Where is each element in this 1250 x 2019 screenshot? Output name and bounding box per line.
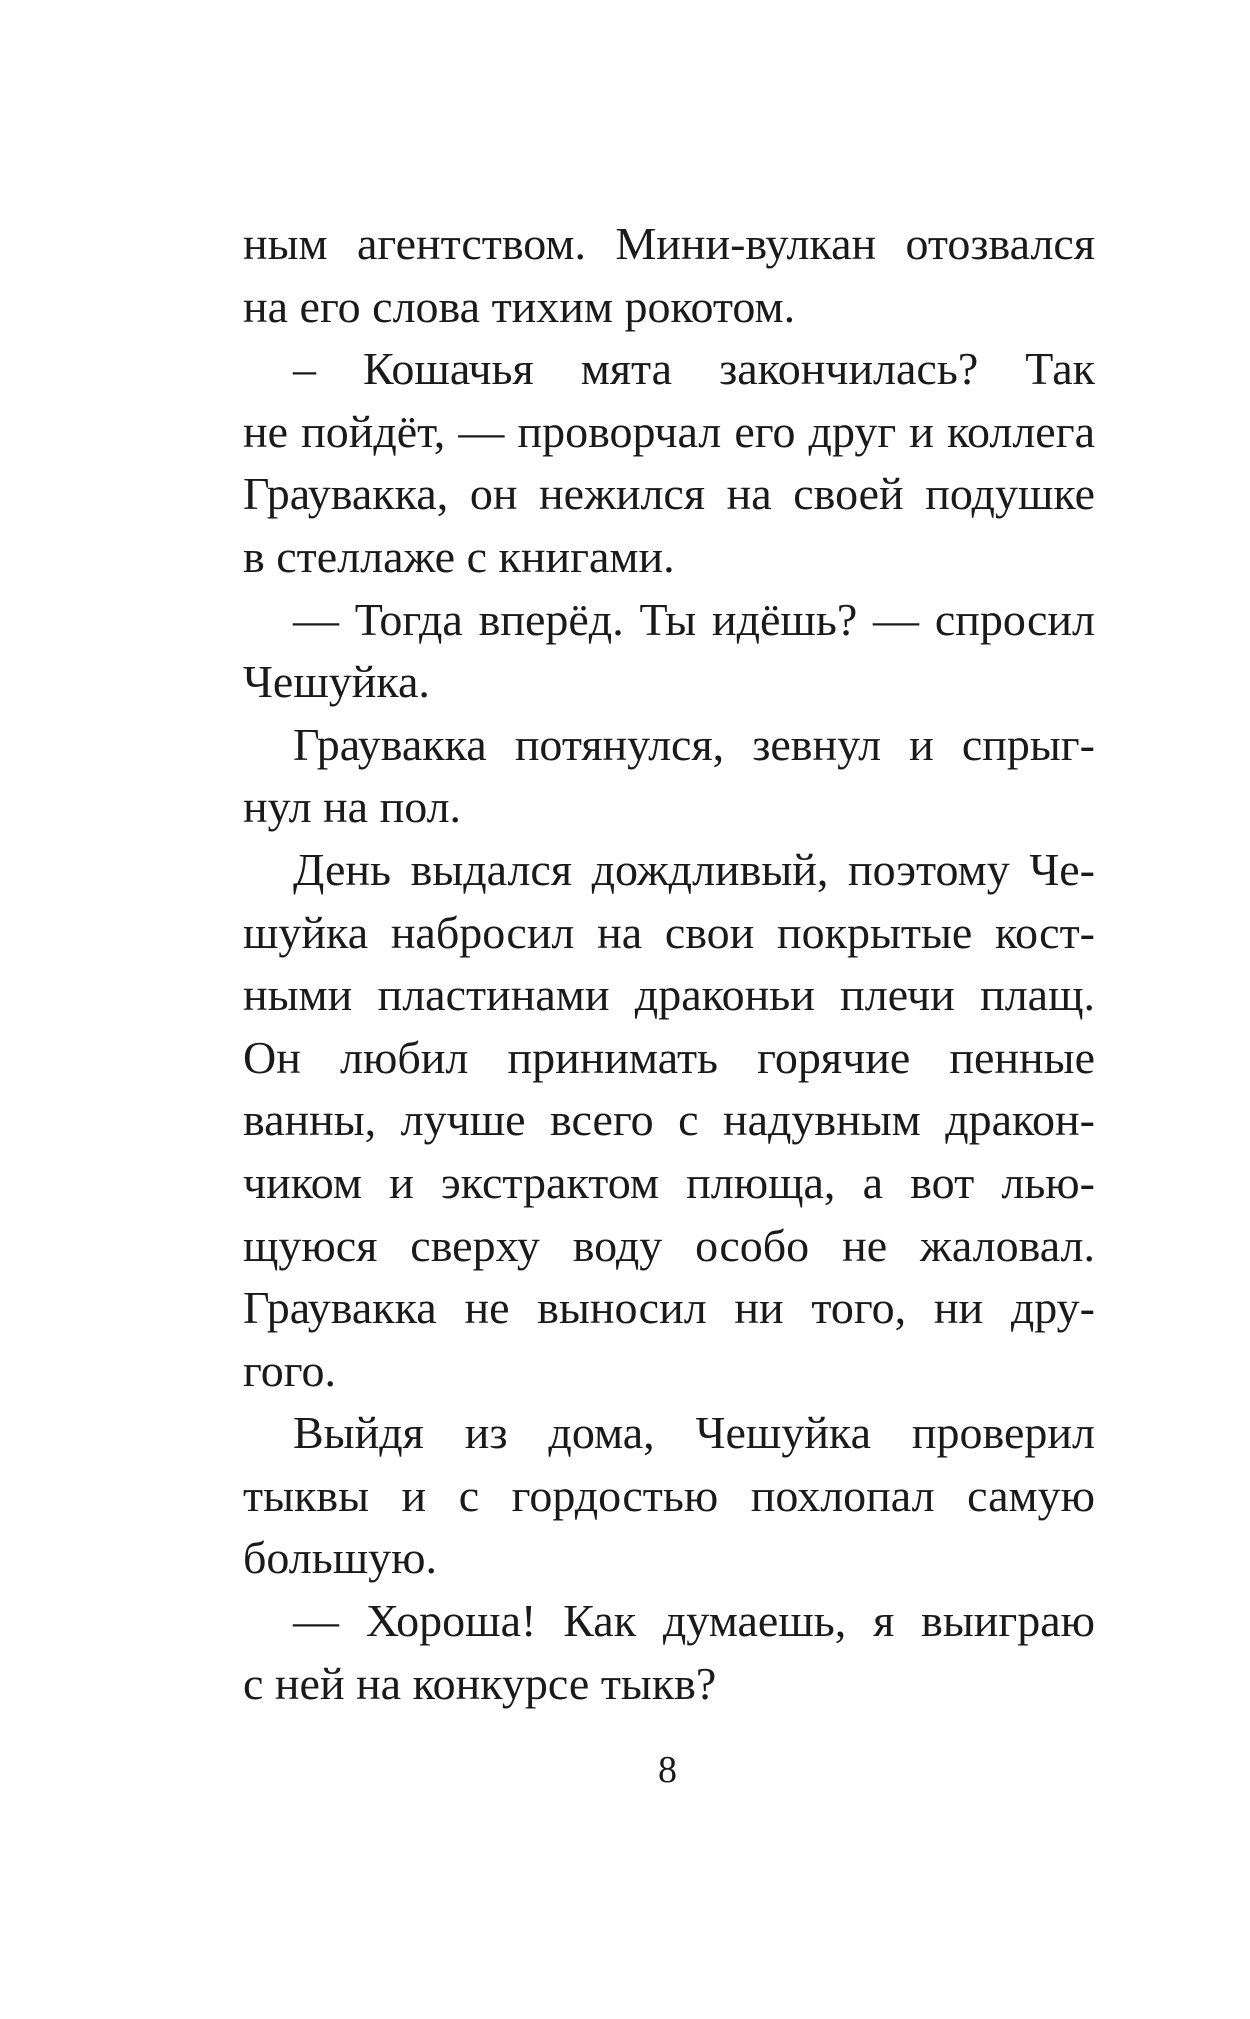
text-line: Чешуйка. [243,656,430,708]
text-line: Он любил принимать горячие пенные [243,1031,1095,1083]
text-line: в стеллаже с книгами. [243,530,675,582]
text-line: не пойдёт, — проворчал его друг и коллега [243,405,1095,457]
text-line: ными пластинами драконьи плечи плащ. [243,969,1095,1021]
text-line: Выйдя из дома, Чешуйка проверил [293,1407,1095,1459]
text-line: — Тогда вперёд. Ты идёшь? — спросил [293,593,1095,645]
text-line: на его слова тихим рокотом. [243,280,796,332]
body-text [243,213,1095,1715]
text-line: нул на пол. [243,781,462,833]
text-line: — Хороша! Как думаешь, я выиграю [293,1595,1095,1647]
page-number: 8 [658,1749,677,1791]
text-line: гого. [243,1344,336,1396]
text-line: Граувакка, он нежился на своей подушке [243,468,1095,520]
text-line: шуйка набросил на свои покрытые кост- [243,906,1095,958]
text-line: ванны, лучше всего с надувным дракон- [243,1094,1095,1146]
text-line: с ней на конкурсе тыкв? [243,1657,717,1709]
text-line: чиком и экстрактом плюща, а вот лью- [243,1156,1095,1208]
text-line: Граувакка не выносил ни того, ни дру- [243,1282,1095,1334]
text-line: щуюся сверху воду особо не жаловал. [243,1219,1095,1271]
text-line: День выдался дождливый, поэтому Че- [293,843,1095,895]
text-line: Граувакка потянулся, зевнул и спрыг- [293,718,1095,770]
text-line: ным агентством. Мини-вулкан отозвался [243,218,1095,269]
text-line: большую. [243,1532,438,1584]
text-line: тыквы и с гордостью похлопал самую [243,1469,1095,1521]
text-line: – Кошачья мята закончилась? Так [293,343,1095,395]
